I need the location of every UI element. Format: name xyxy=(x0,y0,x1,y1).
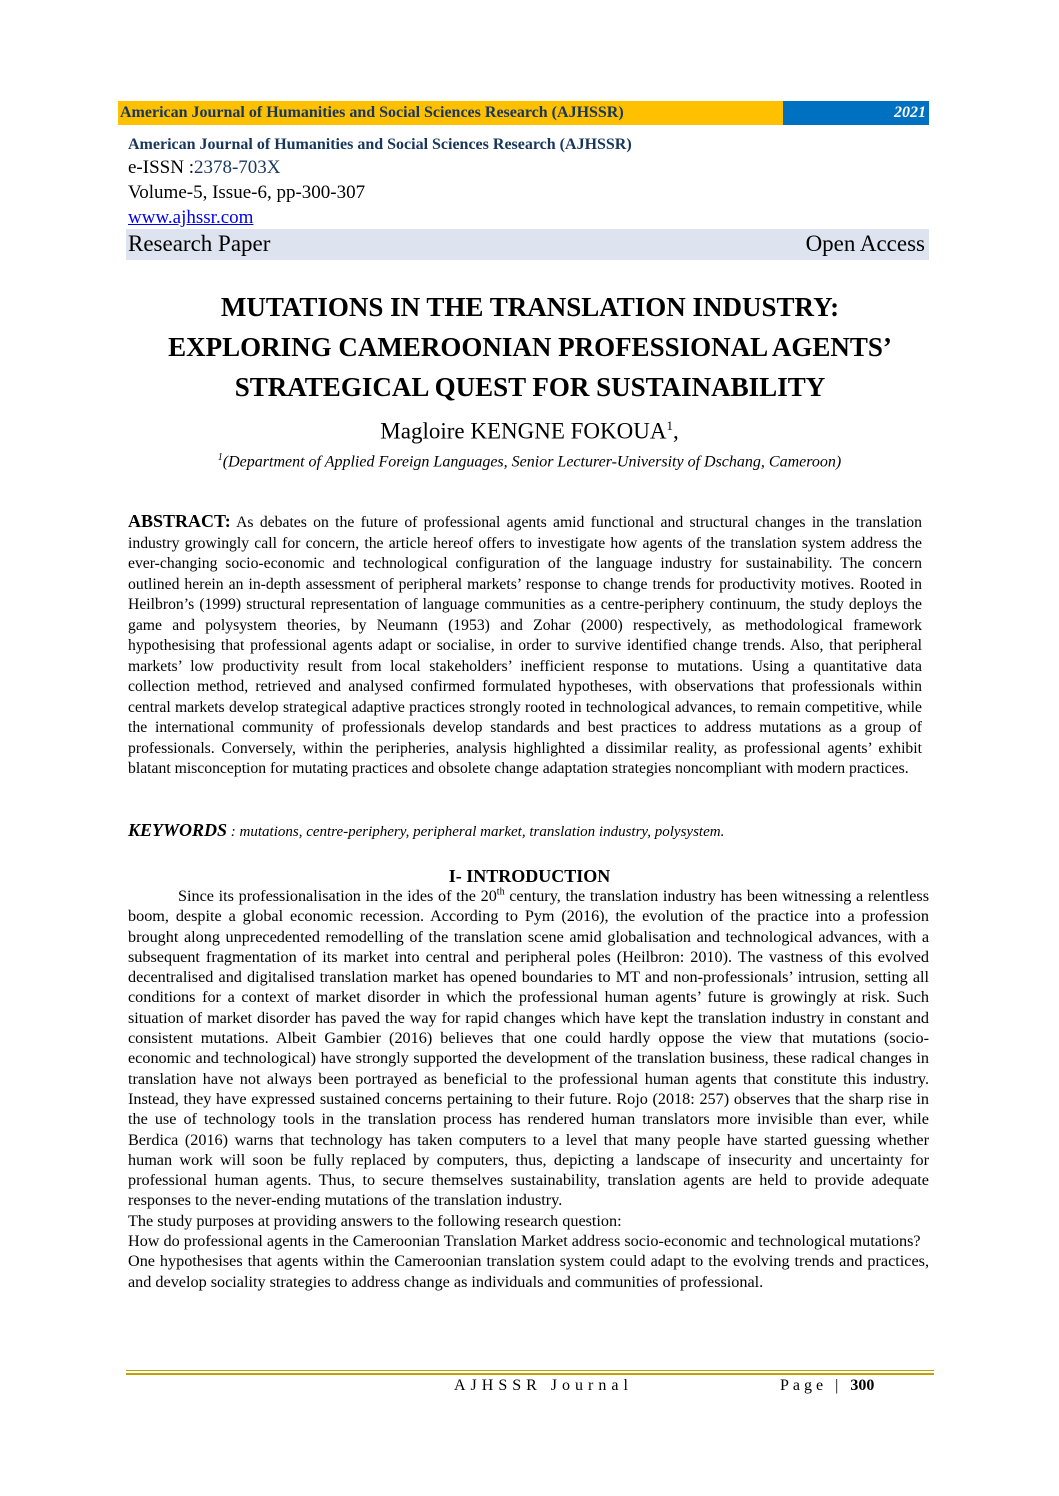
affiliation-sup: 1 xyxy=(217,452,223,463)
footer-rule xyxy=(126,1373,934,1375)
website-link[interactable]: www.ajhssr.com xyxy=(128,207,254,228)
footer-journal: AJHSSR Journal xyxy=(454,1377,633,1394)
access-type: Open Access xyxy=(805,231,925,256)
keywords-text: : mutations, centre-periphery, peripheral market, translation industry, polysystem. xyxy=(227,824,725,840)
keywords xyxy=(128,820,922,841)
keywords-label: KEYWORDS xyxy=(128,820,228,840)
paragraph: The study purposes at providing answers to the following research question: xyxy=(128,1211,622,1230)
introduction-body xyxy=(128,886,929,1292)
issn-value: 2378-703X xyxy=(193,157,281,178)
journal-header-band xyxy=(118,101,929,125)
author-suffix: , xyxy=(672,418,679,444)
paragraph-text: Since its professionalisation in the ides of the 20 xyxy=(178,887,497,905)
paragraph-sup: th xyxy=(496,886,505,898)
paper-type-band xyxy=(126,229,929,260)
header-journal-title: American Journal of Humanities and Social Sciences Research (AJHSSR) xyxy=(118,101,783,125)
paper-type: Research Paper xyxy=(128,231,271,256)
footer-page xyxy=(780,1377,874,1395)
title-line: EXPLORING CAMEROONIAN PROFESSIONAL AGENTS’ xyxy=(168,332,892,362)
page-label: Page | xyxy=(780,1377,843,1394)
issn-label: e-ISSN : xyxy=(128,157,194,178)
section-heading: I- INTRODUCTION xyxy=(448,866,611,886)
paragraph: One hypothesises that agents within the Cameroonian translation system could adapt to the evolving trends and practices, and develop sociality strategies to address change as individuals and communities of professional. xyxy=(128,1252,929,1291)
author-name: Magloire KENGNE FOKOUA xyxy=(380,418,667,444)
affiliation xyxy=(0,452,1059,471)
page-number: 300 xyxy=(850,1377,875,1394)
author xyxy=(0,418,1059,445)
abstract-label: ABSTRACT: xyxy=(128,511,231,531)
paragraph: How do professional agents in the Cameroonian Translation Market address socio-economic and technological mutations? xyxy=(128,1232,921,1251)
footer-rule xyxy=(126,1370,934,1371)
abstract xyxy=(128,511,922,780)
paragraph xyxy=(128,886,929,1211)
abstract-text: As debates on the future of professional agents amid functional and structural changes in the translation industry growingly call for concern, the article hereof offers to investigate how agents of the translation system address the ever-changing socio-economic and technological configuration of the language industry for sustainability. The concern outlined herein an in-depth assessment of peripheral markets’ response to change trends for productivity motives. Rooted in Heilbron’s (1999) structural representation of language communities as a centre-periphery continuum, the study deploys the game and polysystem theories, by Neumann (1953) and Zohar (2000) respectively, as methodological framework hypothesising that professional agents adapt or socialise, in order to survive identified change trends. Also, that peripheral markets’ low productivity result from local stakeholders’ inefficient response to mutations. Using a quantitative data collection method, retrieved and analysed confirmed formulated hypotheses, with observations that professionals within central markets develop strategical adaptive practices strongly rooted in technological advances, to remain competitive, while the international community of professionals develop standards and best practices to address mutations as a group of professionals. Conversely, within the peripheries, analysis highlighted a dissimilar reality, as professional agents’ exhibit blatant misconception for mutating practices and obsolete change adaptation strategies noncompliant with modern practices. xyxy=(128,514,922,777)
title-line: STRATEGICAL QUEST FOR SUSTAINABILITY xyxy=(234,372,826,402)
volume-info: Volume-5, Issue-6, pp-300-307 xyxy=(128,182,366,203)
paper-title xyxy=(100,287,960,407)
title-line: MUTATIONS IN THE TRANSLATION INDUSTRY: xyxy=(220,292,840,322)
issn xyxy=(128,157,281,179)
author-sup: 1 xyxy=(666,418,673,433)
header-year: 2021 xyxy=(783,101,929,125)
paragraph-text: century, the translation industry has been witnessing a relentless boom, despite a global economic recession. According to Pym (2016), the evolution of the practice into a profession brought along unprecedented remodelling of the translation scene amid globalisation and technological advances, with a subsequent fragmentation of its market into central and peripheral poles (Heilbron: 2010). The vastness of this evolved decentralised and digitalised translation market has opened boundaries to MT and non-professionals’ intrusion, setting all conditions for a context of market disorder in which the professional human agents’ future is growingly at risk. Such situation of market disorder has paved the way for rapid changes which have kept the translation industry in constant and consistent mutations. Albeit Gambier (2016) believes that one could hardly oppose the view that mutations (socio-economic and technological) have strongly supported the development of the translation business, these radical changes in translation have not always been portrayed as beneficial to the professional human agents that constitute this industry. Instead, they have expressed sustained concerns pertaining to their future. Rojo (2018: 257) observes that the sharp rise in the use of technology tools in the translation process has rendered human translators more invisible than ever, while Berdica (2016) warns that technology has taken computers to a level that many people have started guessing whether human work will soon be fully replaced by computers, thus, depicting a landscape of insecurity and uncertainty for professional human agents. Thus, to secure themselves sustainability, translation agents are held to provide adequate responses to the never-ending mutations of the translation industry. xyxy=(128,887,929,1210)
journal-name: American Journal of Humanities and Social Sciences Research (AJHSSR) xyxy=(128,136,632,153)
affiliation-text: (Department of Applied Foreign Languages, Senior Lecturer-University of Dschang, Cameroon) xyxy=(222,453,842,471)
